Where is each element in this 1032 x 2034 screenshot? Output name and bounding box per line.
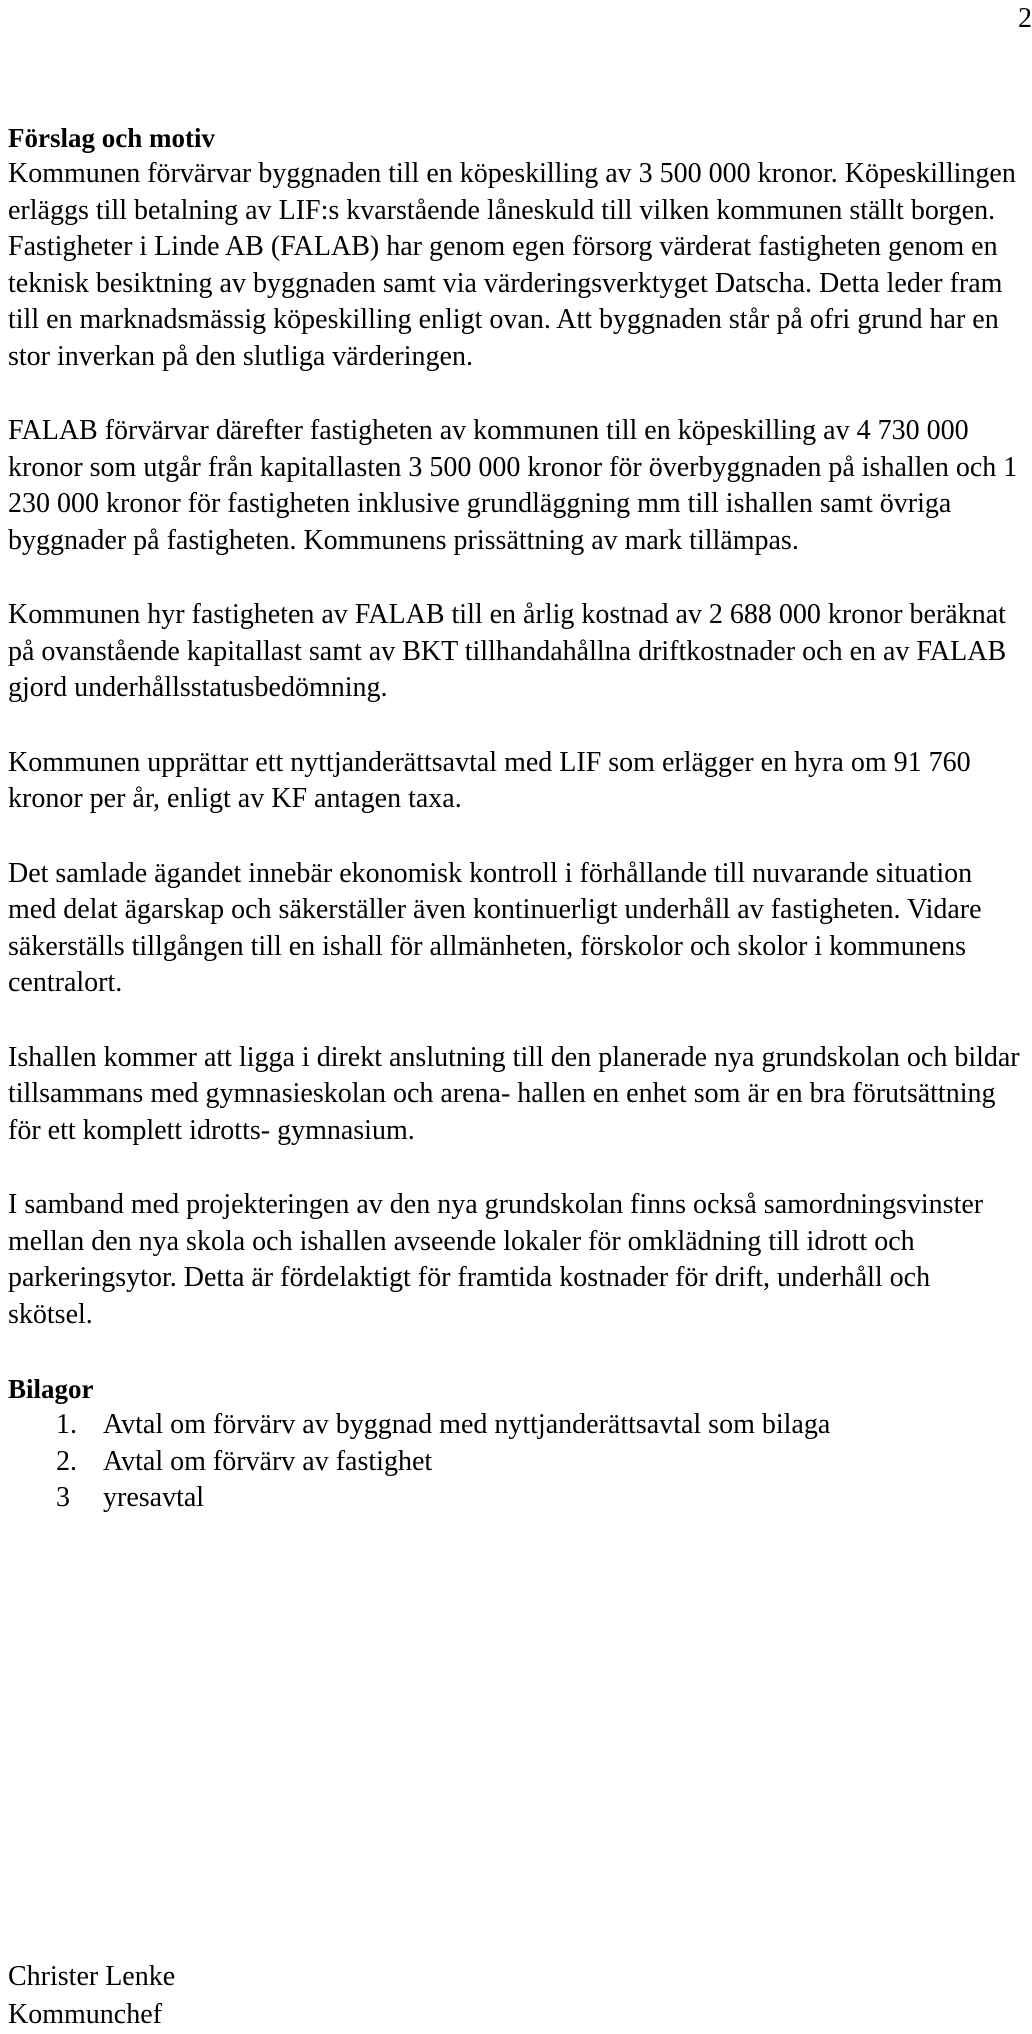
attachment-text: Avtal om förvärv av byggnad med nyttjanderättsavtal som bilaga [103,1409,831,1440]
attachment-number: 3 [56,1482,70,1513]
attachment-number: 1. [56,1409,77,1440]
paragraph-falab-purchase: FALAB förvärvar därefter fastigheten av kommunen till en köpeskilling av 4 730 000 kronor som utgår från kapitallasten 3 500 000 kronor för överbyggnaden på ishallen och 1 230 000 kronor för fastigheten inklusive grundläggning mm till ishallen samt övriga byggnader på fastigheten. Kommunens prissättning av mark tillämpas. [8,415,1018,556]
page-number: 2 [1018,3,1032,34]
attachment-text: yresavtal [103,1482,205,1513]
document-body [8,120,1020,1517]
attachments-heading: Bilagor [8,1374,94,1404]
attachment-item [56,1444,1020,1481]
signature-title: Kommunchef [8,1999,162,2030]
paragraph-coordination: I samband med projekteringen av den nya grundskolan finns också samordningsvinster mellan den nya skola och ishallen avseende lokaler för omklädning till idrott och parkeringsytor. Detta är fördelaktigt för framtida kostnader för drift, underhåll och skötsel. [8,1189,984,1330]
section-heading: Förslag och motiv [8,123,215,153]
attachments-list [8,1407,1020,1517]
paragraph-ownership: Det samlade ägandet innebär ekonomisk kontroll i förhållande till nuvarande situation med delat ägarskap och säkerställer även kontinuerligt underhåll av fastigheten. Vidare säkerställs tillgången till en ishall för allmänheten, förskolor och skolor i kommunens centralort. [8,857,982,998]
signature-name: Christer Lenke [8,1961,176,1992]
paragraph-rent: Kommunen hyr fastigheten av FALAB till en årlig kostnad av 2 688 000 kronor beräknat på ovanstående kapitallast samt av BKT tillhandahållna driftkostnader och en av FALAB gjord underhållsstatusbedömning. [8,599,1007,703]
attachment-number: 2. [56,1445,77,1477]
attachment-text: Avtal om förvärv av fastighet [103,1445,433,1477]
attachment-item [56,1407,1020,1444]
attachment-item [56,1480,1020,1517]
paragraph-purchase-building: Kommunen förvärvar byggnaden till en köpeskilling av 3 500 000 kronor. Köpeskillingen erläggs till betalning av LIF:s kvarstående låneskuld till vilken kommunen ställt borgen. Fastigheter i Linde AB (FALAB) har genom egen försorg värderat fastigheten genom en teknisk besiktning av byggnaden samt via värderingsverktyget Datscha. Detta leder fram till en marknadsmässig köpeskilling enligt ovan. Att byggnaden står på ofri grund har en stor inverkan på den slutliga värderingen. [8,158,1016,372]
paragraph-usage-agreement: Kommunen upprättar ett nyttjanderättsavtal med LIF som erlägger en hyra om 91 760 kronor per år, enligt av KF antagen taxa. [8,746,971,814]
paragraph-location: Ishallen kommer att ligga i direkt anslutning till den planerade nya grundskolan och bildar tillsammans med gymnasieskolan och arena- hallen en enhet som är en bra förutsättning för ett komplett idrotts- gymnasium. [8,1041,1020,1146]
signature-block [8,1958,175,2034]
